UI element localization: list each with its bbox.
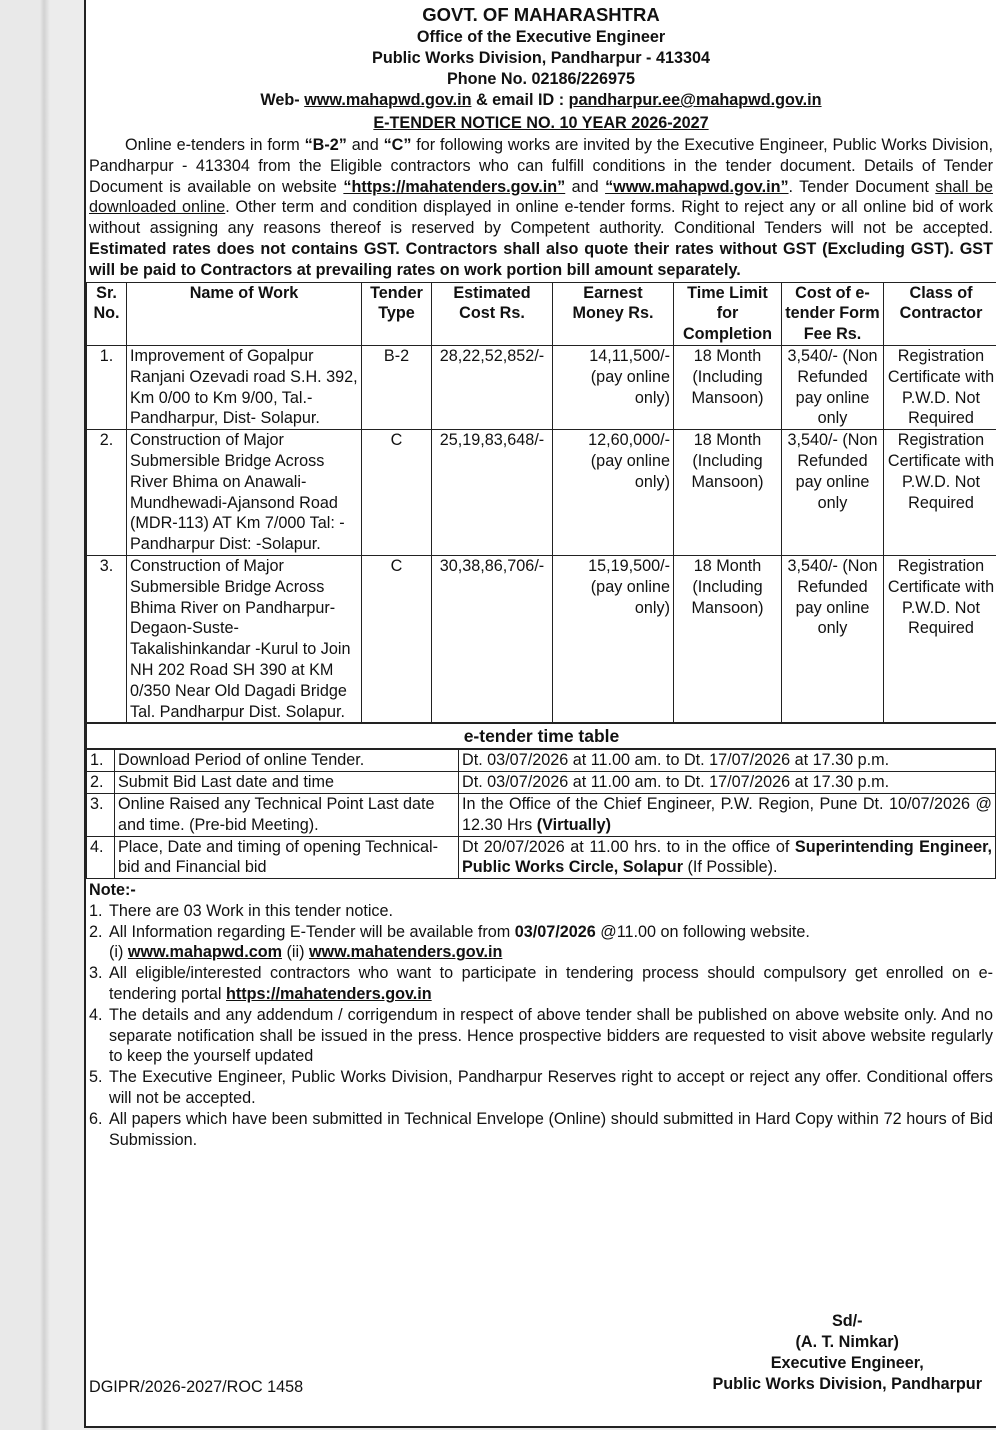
intro-text: . Other term and condition displayed in online e-tender forms. Right to reject any or all online bid of work without assigning any reasons thereof is reserved by Competent authority. Conditional Tenders will not be accepted.: [89, 198, 993, 238]
note-text: All papers which have been submitted in Technical Envelope (Online) should submitted in Hard Copy within 72 hours of Bid Submission.: [109, 1109, 993, 1149]
cell-emd: 14,11,500/- (pay online only): [553, 345, 674, 429]
cell-name: Construction of Major Submersible Bridge Across Bhima River on Pandharpur-Degaon-Suste-Takalishinkandar -Kurul to Join NH 202 Road SH 390 at KM 0/350 Near Old Dagadi Bridge Tal. Pandharpur Dist. Solapur.: [127, 555, 362, 722]
timetable-row: [87, 772, 996, 794]
works-table: [86, 282, 996, 724]
cell-class: Registration Certificate with P.W.D. Not Required: [884, 555, 996, 722]
tt-item: Online Raised any Technical Point Last date and time. (Pre-bid Meeting).: [115, 793, 459, 836]
gst-note: Estimated rates does not contains GST. Contractors shall also quote their rates without GST (Excluding GST). GST will be paid to Contractors at prevailing rates on work portion bill amount separately.: [89, 239, 993, 279]
cell-class: Registration Certificate with P.W.D. Not Required: [884, 430, 996, 556]
download-online-text: shall be downloaded online: [89, 177, 993, 217]
note-item: 5. The Executive Engineer, Public Works Division, Pandharpur Reserves right to accept or reject any offer. Conditional offers will not be accepted.: [89, 1068, 993, 1108]
email-link[interactable]: pandharpur.ee@mahapwd.gov.in: [568, 91, 822, 109]
note-item: 2. All Information regarding E-Tender will be available from 03/07/2026 @11.00 on following website. (i) www.mahapwd.com (ii) www.mahatenders.gov.in: [89, 922, 993, 964]
col-name-of-work: Name of Work: [127, 282, 362, 345]
mahatenders-link[interactable]: www.mahatenders.gov.in: [308, 943, 503, 962]
mahapwd-link[interactable]: “www.mahapwd.gov.in”: [605, 177, 789, 196]
form-b2: “B-2”: [304, 136, 347, 154]
note-part: (i): [109, 943, 128, 962]
intro-text: Online e-tenders in form: [125, 136, 305, 154]
tt-value-text: Dt 20/07/2026 at 11.00 hrs. to in the office of: [462, 837, 795, 856]
cell-emd: 12,60,000/- (pay online only): [553, 430, 674, 556]
tt-num: 4.: [87, 836, 115, 879]
cell-cost: 25,19,83,648/-: [432, 430, 553, 556]
tt-value: Dt. 03/07/2026 at 11.00 am. to Dt. 17/07/2026 at 17.30 p.m.: [459, 772, 996, 794]
note-text: [109, 963, 993, 1005]
mahatenders-portal-link[interactable]: https://mahatenders.gov.in: [226, 985, 432, 1004]
notes-heading: Note:-: [89, 881, 136, 900]
cell-fee: 3,540/- (Non Refunded pay online only: [782, 345, 884, 429]
table-row: [87, 555, 996, 722]
tt-num: 3.: [87, 793, 115, 836]
tt-value: [459, 793, 996, 836]
tt-item: Place, Date and timing of opening Technical-bid and Financial bid: [115, 836, 459, 879]
tender-notice-page: [84, 0, 996, 1428]
col-class-of-contractor: Class of Contractor: [884, 282, 996, 345]
cell-class: Registration Certificate with P.W.D. Not Required: [884, 345, 996, 429]
col-estimated-cost: Estimated Cost Rs.: [432, 282, 553, 345]
tt-value: [459, 836, 996, 879]
sd-label: Sd/-: [831, 1312, 863, 1330]
note-text: There are 03 Work in this tender notice.: [109, 901, 394, 920]
cell-type: B-2: [362, 345, 432, 429]
tt-value-bold: (Virtually): [536, 815, 612, 834]
col-tender-type: Tender Type: [362, 282, 432, 345]
table-row: [87, 345, 996, 429]
cell-sr: 2.: [87, 430, 127, 556]
intro-text: for following works are invited by the Executive Engineer, Public Works Division, Pandharpur - 413304 from the Eligible contractors who can fulfill conditions in the tender document. Details of Tender Document is available on website: [89, 136, 993, 196]
cell-time: 18 Month (Including Mansoon): [674, 430, 782, 556]
note-part: @11.00 on following website.: [595, 922, 810, 941]
web-prefix: Web-: [260, 91, 305, 109]
govt-title: GOVT. OF MAHARASHTRA: [422, 4, 660, 25]
web-link[interactable]: www.mahapwd.gov.in: [304, 91, 472, 109]
tt-num: 2.: [87, 772, 115, 794]
phone-line: Phone No. 02186/226975: [446, 70, 636, 88]
tt-num: 1.: [87, 750, 115, 772]
cell-name: Construction of Major Submersible Bridge Across River Bhima on Anawali-Mundhewadi-Ajansond Road (MDR-113) AT Km 7/000 Tal: - Pandharpur Dist: -Solapur.: [127, 430, 362, 556]
cell-fee: 3,540/- (Non Refunded pay online only: [782, 430, 884, 556]
works-header-row: [87, 282, 996, 345]
tt-value: Dt. 03/07/2026 at 11.00 am. to Dt. 17/07/2026 at 17.30 p.m.: [459, 750, 996, 772]
col-time-limit: Time Limit for Completion: [674, 282, 782, 345]
note-item: 6. All papers which have been submitted in Technical Envelope (Online) should submitted in Hard Copy within 72 hours of Bid Submission.: [89, 1109, 993, 1149]
note-text: The details and any addendum / corrigendum in respect of above tender shall be published on above website only. And no separate notification shall be issued in the press. Hence prospective bidders are requested to visit above website regularly to keep the yourself updated: [109, 1005, 993, 1066]
form-c: “C”: [383, 136, 412, 154]
tt-value-bold: Superintending Engineer, Public Works Circle, Solapur: [462, 837, 992, 877]
mahatenders-link[interactable]: “https://mahatenders.gov.in”: [343, 177, 566, 196]
intro-text: . Tender Document: [788, 177, 936, 196]
cell-sr: 3.: [87, 555, 127, 722]
signatory-office: Public Works Division, Pandharpur: [712, 1375, 982, 1393]
col-form-fee: Cost of e-tender Form Fee Rs.: [782, 282, 884, 345]
signatory-name: (A. T. Nimkar): [795, 1333, 899, 1351]
col-sr-no: Sr. No.: [87, 282, 127, 345]
tt-value-text: In the Office of the Chief Engineer, P.W. Region, Pune Dt. 10/07/2026 @ 12.30 Hrs: [462, 794, 992, 834]
roc-number: DGIPR/2026-2027/ROC 1458: [89, 1378, 304, 1396]
timetable-row: [87, 750, 996, 772]
cell-fee: 3,540/- (Non Refunded pay online only: [782, 555, 884, 722]
signature-block: [712, 1311, 982, 1395]
tt-item: Submit Bid Last date and time: [115, 772, 459, 794]
note-part: All eligible/interested contractors who want to participate in tendering process should compulsory get enrolled on e-tendering portal: [109, 964, 993, 1004]
note-item: 1. There are 03 Work in this tender notice.: [89, 901, 993, 922]
timetable-table: [86, 749, 996, 879]
cell-time: 18 Month (Including Mansoon): [674, 345, 782, 429]
note-part: (ii): [281, 943, 309, 962]
timetable-row: [87, 836, 996, 879]
cell-sr: 1.: [87, 345, 127, 429]
notes-section: [86, 879, 996, 1150]
cell-time: 18 Month (Including Mansoon): [674, 555, 782, 722]
cell-cost: 30,38,86,706/-: [432, 555, 553, 722]
mahapwd-com-link[interactable]: www.mahapwd.com: [127, 943, 282, 962]
note-text: The Executive Engineer, Public Works Division, Pandharpur Reserves right to accept or reject any offer. Conditional offers will not be accepted.: [109, 1068, 993, 1108]
note-text: [109, 922, 993, 964]
note-date: 03/07/2026: [514, 922, 596, 941]
intro-text: and: [346, 136, 384, 154]
cell-emd: 15,19,500/- (pay online only): [553, 555, 674, 722]
note-item: 3. All eligible/interested contractors who want to participate in tendering process should compulsory get enrolled on e-tendering portal https://mahatenders.gov.in: [89, 964, 993, 1004]
tt-item: Download Period of online Tender.: [115, 750, 459, 772]
web-email-line: [86, 90, 996, 111]
cell-type: C: [362, 555, 432, 722]
notice-number: E-TENDER NOTICE NO. 10 YEAR 2026-2027: [373, 114, 709, 132]
cell-name: Improvement of Gopalpur Ranjani Ozevadi road S.H. 392, Km 0/00 to Km 9/00, Tal.-Pandharpur, Dist- Solapur.: [127, 345, 362, 429]
intro-text: and: [565, 177, 606, 196]
note-item: 4. The details and any addendum / corrigendum in respect of above tender shall be published on above website only. And no separate notification shall be issued in the press. Hence prospective bidders are requested to visit above website regularly to keep the yourself updated: [89, 1005, 993, 1066]
cell-type: C: [362, 430, 432, 556]
note-part: All Information regarding E-Tender will be available from: [109, 922, 515, 941]
col-earnest-money: Earnest Money Rs.: [553, 282, 674, 345]
timetable-title: e-tender time table: [86, 723, 996, 749]
office-line: Office of the Executive Engineer: [416, 28, 666, 46]
email-prefix: & email ID :: [471, 91, 569, 109]
cell-cost: 28,22,52,852/-: [432, 345, 553, 429]
notice-header: [86, 0, 996, 134]
timetable-row: [87, 793, 996, 836]
division-line: Public Works Division, Pandharpur - 413304: [372, 49, 710, 67]
intro-paragraph: [86, 135, 996, 281]
signatory-designation: Executive Engineer,: [770, 1354, 924, 1372]
tt-value-tail: (If Possible).: [683, 858, 778, 877]
table-row: [87, 430, 996, 556]
